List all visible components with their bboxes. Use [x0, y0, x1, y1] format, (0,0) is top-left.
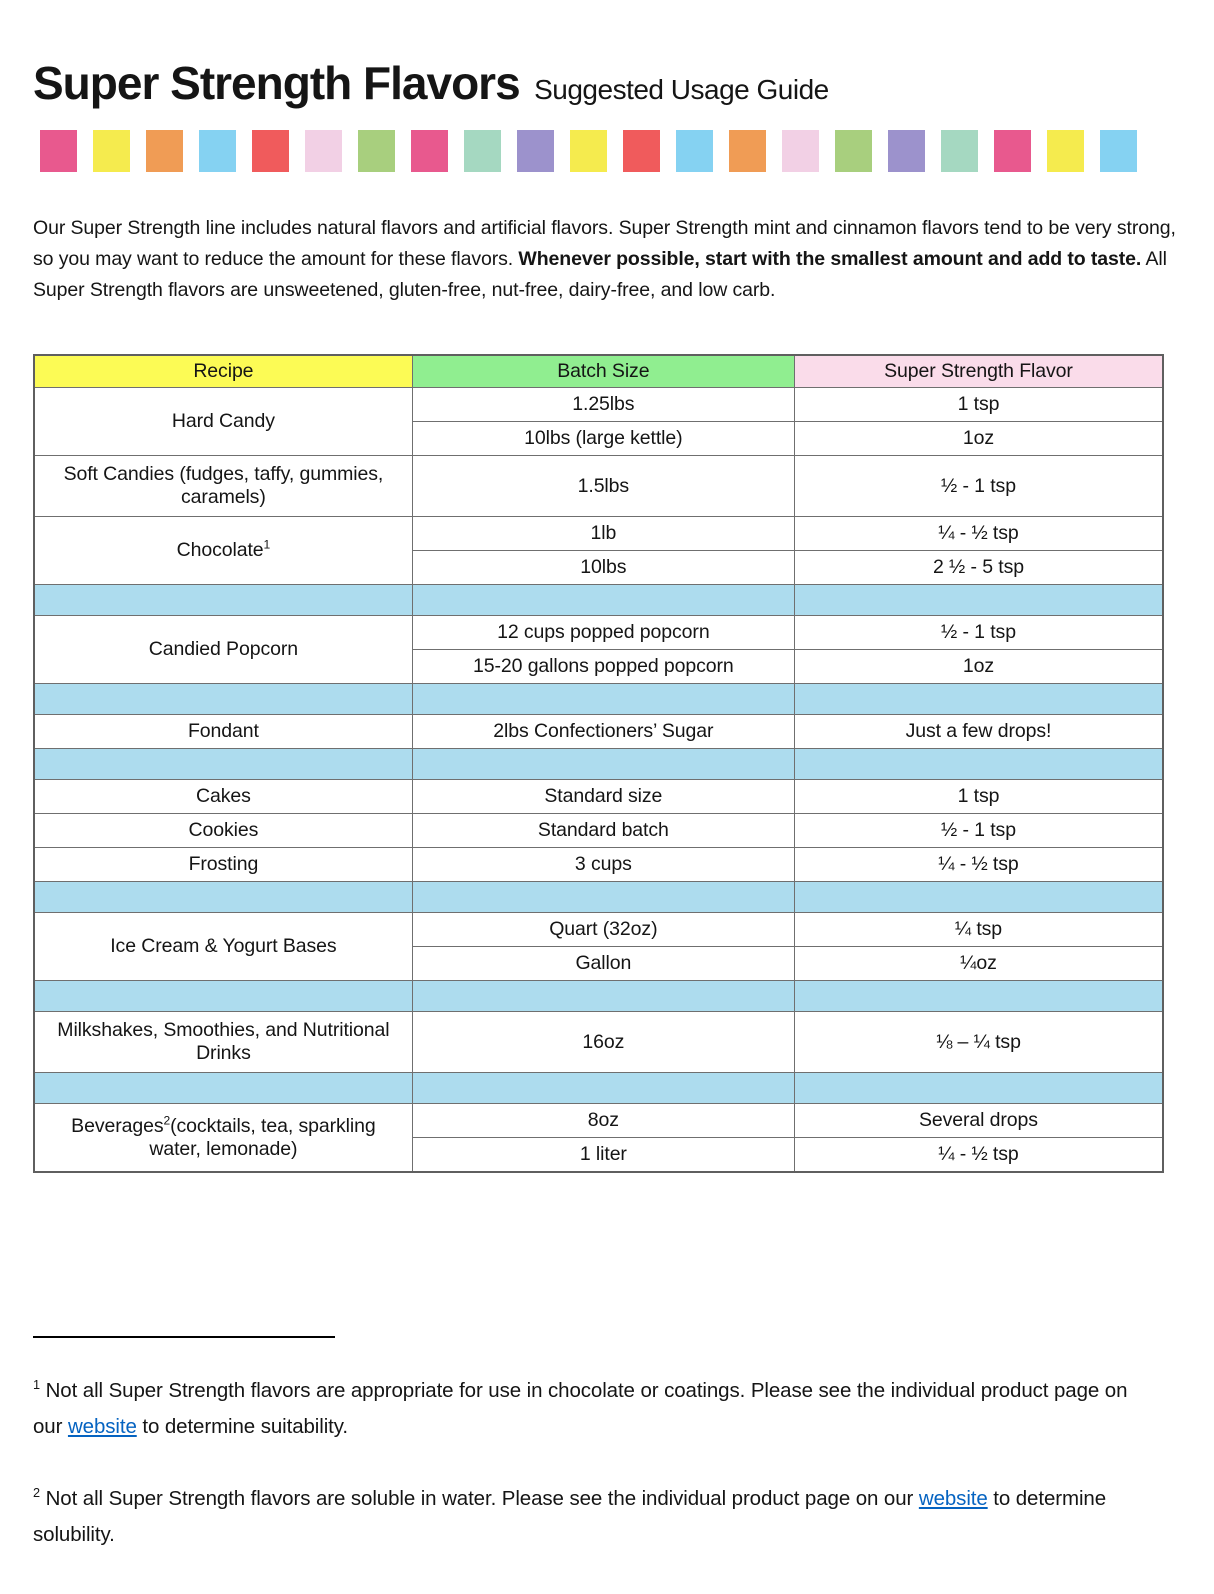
batch-size-cell: 10lbs (large kettle): [412, 422, 794, 456]
stripe-square: [570, 130, 607, 172]
footnote-1-marker: 1: [33, 1376, 40, 1392]
separator-cell: [34, 684, 412, 715]
batch-size-cell: 2lbs Confectioners’ Sugar: [412, 715, 794, 749]
flavor-amount-cell: 1 tsp: [794, 780, 1163, 814]
footnote-1-text-after: to determine suitability.: [136, 1414, 348, 1438]
batch-size-cell: 15-20 gallons popped popcorn: [412, 650, 794, 684]
website-link-2[interactable]: website: [918, 1486, 988, 1510]
separator-cell: [794, 684, 1163, 715]
separator-row: [34, 585, 1163, 616]
flavor-amount-cell: 1 tsp: [794, 388, 1163, 422]
separator-row: [34, 1073, 1163, 1104]
stripe-square: [464, 130, 501, 172]
flavor-amount-cell: ¼ tsp: [794, 913, 1163, 947]
stripe-square: [835, 130, 872, 172]
separator-cell: [412, 1073, 794, 1104]
table-row: [34, 1012, 1163, 1073]
recipe-cell: Cookies: [34, 814, 412, 848]
color-stripe: [40, 130, 1137, 172]
batch-size-cell: 1.25lbs: [412, 388, 794, 422]
page-title: [33, 56, 829, 110]
batch-size-cell: Gallon: [412, 947, 794, 981]
usage-table-head: [34, 355, 1163, 388]
stripe-square: [676, 130, 713, 172]
stripe-square: [941, 130, 978, 172]
footnote-separator-rule: [33, 1336, 335, 1338]
separator-cell: [34, 1073, 412, 1104]
recipe-cell: Fondant: [34, 715, 412, 749]
stripe-square: [252, 130, 289, 172]
flavor-amount-cell: 1oz: [794, 422, 1163, 456]
recipe-cell: Chocolate$^1$: [34, 517, 412, 585]
table-row: [34, 913, 1163, 947]
stripe-square: [729, 130, 766, 172]
stripe-square: [623, 130, 660, 172]
footnote-2: [33, 1481, 1138, 1553]
batch-size-cell: 8oz: [412, 1104, 794, 1138]
usage-table-wrap: [33, 354, 1164, 1173]
separator-cell: [412, 684, 794, 715]
website-link-1[interactable]: website: [67, 1414, 137, 1438]
batch-size-cell: 1 liter: [412, 1138, 794, 1173]
batch-size-cell: Standard batch: [412, 814, 794, 848]
document-subtitle: Suggested Usage Guide: [534, 74, 829, 105]
table-row: [34, 848, 1163, 882]
table-row: [34, 456, 1163, 517]
intro-text-1: Our Super Strength line includes natural flavors and artificial flavors. Super Strength mint and cinnamon flavors tend to be very strong, so you may want to reduce the amount for these flavors.: [33, 216, 1176, 270]
separator-row: [34, 749, 1163, 780]
stripe-square: [994, 130, 1031, 172]
separator-cell: [794, 1073, 1163, 1104]
separator-cell: [412, 749, 794, 780]
flavor-amount-cell: ¼ - ½ tsp: [794, 517, 1163, 551]
table-row: [34, 388, 1163, 422]
table-row: [34, 814, 1163, 848]
separator-cell: [34, 749, 412, 780]
table-row: [34, 1104, 1163, 1138]
flavor-amount-cell: ½ - 1 tsp: [794, 456, 1163, 517]
stripe-square: [411, 130, 448, 172]
table-row: [34, 715, 1163, 749]
separator-cell: [412, 882, 794, 913]
stripe-square: [40, 130, 77, 172]
stripe-square: [358, 130, 395, 172]
column-header: Recipe: [34, 355, 412, 388]
recipe-cell: Hard Candy: [34, 388, 412, 456]
flavor-amount-cell: ½ - 1 tsp: [794, 814, 1163, 848]
batch-size-cell: Quart (32oz): [412, 913, 794, 947]
header-row: [34, 355, 1163, 388]
separator-row: [34, 882, 1163, 913]
stripe-square: [146, 130, 183, 172]
separator-cell: [794, 585, 1163, 616]
separator-cell: [34, 981, 412, 1012]
table-row: [34, 517, 1163, 551]
footnote-reference: 2: [163, 1113, 171, 1127]
intro-text-bold: Whenever possible, start with the smallest amount and add to taste.: [518, 247, 1142, 270]
footnote-1-text-before: Not all Super Strength flavors are appropriate for use in chocolate or coatings. Please see the individual product page on our: [33, 1378, 1128, 1438]
separator-cell: [412, 981, 794, 1012]
flavor-amount-cell: ¼oz: [794, 947, 1163, 981]
separator-cell: [794, 882, 1163, 913]
footnote-1: [33, 1373, 1138, 1445]
recipe-cell: Beverages$^2$(cocktails, tea, sparkling water, lemonade): [34, 1104, 412, 1173]
footnote-2-text-after: to determine solubility.: [33, 1486, 1107, 1546]
flavor-amount-cell: ⅛ – ¼ tsp: [794, 1012, 1163, 1073]
recipe-cell: Ice Cream & Yogurt Bases: [34, 913, 412, 981]
column-header: Super Strength Flavor: [794, 355, 1163, 388]
footnote-2-marker: 2: [33, 1484, 40, 1500]
recipe-cell: Cakes: [34, 780, 412, 814]
document-title: Super Strength Flavors: [33, 57, 520, 109]
flavor-amount-cell: Just a few drops!: [794, 715, 1163, 749]
intro-paragraph: [33, 213, 1179, 306]
flavor-amount-cell: 2 ½ - 5 tsp: [794, 551, 1163, 585]
footnote-2-text-before: Not all Super Strength flavors are soluble in water. Please see the individual product page on our: [45, 1486, 919, 1510]
table-row: [34, 616, 1163, 650]
recipe-cell: Soft Candies (fudges, taffy, gummies, caramels): [34, 456, 412, 517]
separator-cell: [34, 882, 412, 913]
flavor-amount-cell: 1oz: [794, 650, 1163, 684]
batch-size-cell: 12 cups popped popcorn: [412, 616, 794, 650]
batch-size-cell: 1.5lbs: [412, 456, 794, 517]
footnote-reference: 1: [263, 537, 271, 552]
stripe-square: [199, 130, 236, 172]
recipe-cell: Candied Popcorn: [34, 616, 412, 684]
usage-table-body: [34, 388, 1163, 1173]
flavor-amount-cell: Several drops: [794, 1104, 1163, 1138]
recipe-cell: Milkshakes, Smoothies, and Nutritional Drinks: [34, 1012, 412, 1073]
separator-cell: [34, 585, 412, 616]
table-row: [34, 780, 1163, 814]
stripe-square: [517, 130, 554, 172]
separator-cell: [794, 981, 1163, 1012]
batch-size-cell: 1lb: [412, 517, 794, 551]
separator-cell: [794, 749, 1163, 780]
separator-row: [34, 684, 1163, 715]
batch-size-cell: Standard size: [412, 780, 794, 814]
stripe-square: [888, 130, 925, 172]
stripe-square: [782, 130, 819, 172]
batch-size-cell: 16oz: [412, 1012, 794, 1073]
stripe-square: [305, 130, 342, 172]
flavor-amount-cell: ¼ - ½ tsp: [794, 848, 1163, 882]
flavor-amount-cell: ½ - 1 tsp: [794, 616, 1163, 650]
stripe-square: [93, 130, 130, 172]
intro-text-2: All Super Strength flavors are unsweetened, gluten-free, nut-free, dairy-free, and low carb.: [33, 247, 1167, 301]
batch-size-cell: 10lbs: [412, 551, 794, 585]
batch-size-cell: 3 cups: [412, 848, 794, 882]
separator-cell: [412, 585, 794, 616]
recipe-cell: Frosting: [34, 848, 412, 882]
flavor-amount-cell: ¼ - ½ tsp: [794, 1138, 1163, 1173]
stripe-square: [1047, 130, 1084, 172]
separator-row: [34, 981, 1163, 1012]
stripe-square: [1100, 130, 1137, 172]
column-header: Batch Size: [412, 355, 794, 388]
usage-table: [33, 354, 1164, 1173]
